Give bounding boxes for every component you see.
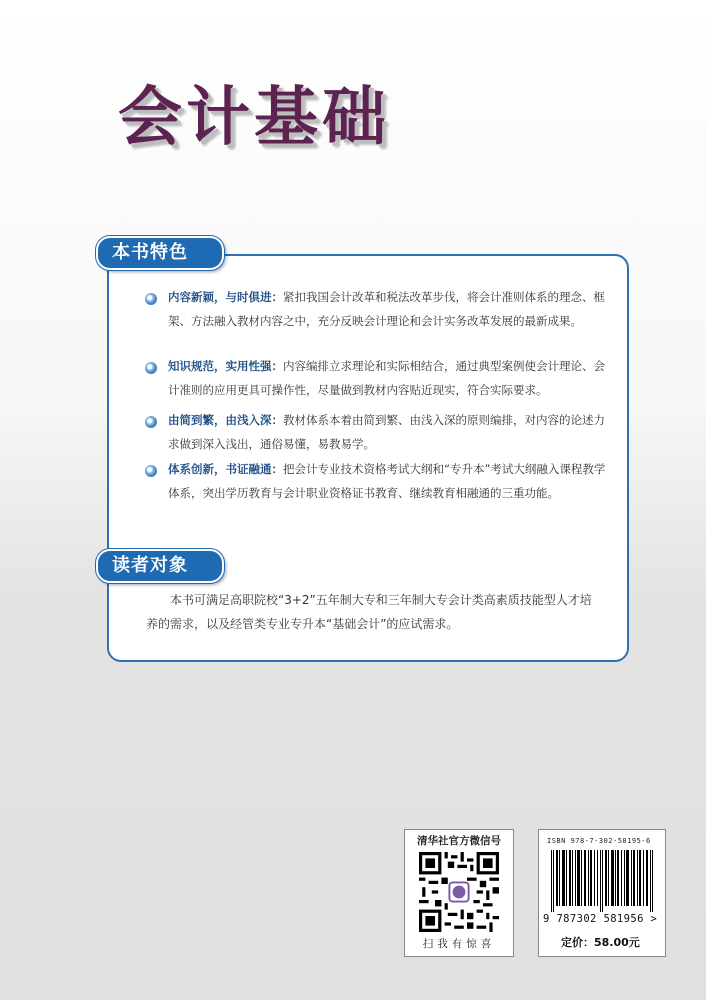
feature-text: 把会计专业技术资格考试大纲和“专升本”考试大纲融入课程教学体系，突出学历教育与会计职业资格证书教育、继续教育相融通的三重功能。 bbox=[168, 462, 606, 500]
book-title: 会计基础 bbox=[118, 81, 390, 155]
readers-text: 本书可满足高职院校“3+2”五年制大专和三年制大专会计类高素质技能型人才培养的需求，以及经管类专业专升本“基础会计”的应试需求。 bbox=[146, 593, 592, 631]
feature-item bbox=[168, 285, 608, 333]
feature-text: 教材体系本着由简到繁、由浅入深的原则编排，对内容的论述力求做到深入浅出，通俗易懂，易教易学。 bbox=[168, 413, 605, 451]
qr-label: 清华社官方微信号 bbox=[417, 835, 501, 847]
feature-item bbox=[168, 408, 608, 456]
bullet-icon bbox=[145, 416, 157, 428]
bullet-icon bbox=[145, 293, 157, 305]
feature-item bbox=[168, 354, 608, 402]
feature-text: 紧扣我国会计改革和税法改革步伐，将会计准则体系的理念、框架、方法融入教材内容之中，充分反映会计理论和会计实务改革发展的最新成果。 bbox=[168, 290, 605, 328]
feature-title: 体系创新，书证融通： bbox=[168, 462, 283, 476]
readers-heading: 读者对象 bbox=[96, 549, 224, 583]
bullet-icon bbox=[145, 465, 157, 477]
qr-caption: 扫我有惊喜 bbox=[422, 938, 496, 950]
isbn-box bbox=[538, 829, 666, 957]
feature-title: 由简到繁，由浅入深： bbox=[168, 413, 283, 427]
bullet-icon bbox=[145, 362, 157, 374]
isbn-text: ISBN 978-7-302-58195-6 bbox=[547, 837, 651, 845]
price: 定价：58.00元 bbox=[561, 936, 640, 949]
feature-text: 内容编排立求理论和实际相结合，通过典型案例使会计理论、会计准则的应用更具可操作性，尽量做到教材内容贴近现实，符合实际要求。 bbox=[168, 359, 605, 397]
feature-title: 内容新颖，与时俱进： bbox=[168, 290, 283, 304]
qr-code-icon bbox=[419, 852, 499, 932]
feature-title: 知识规范，实用性强： bbox=[168, 359, 283, 373]
feature-item bbox=[168, 457, 608, 505]
barcode-icon bbox=[549, 850, 655, 912]
qr-code-box bbox=[404, 829, 514, 957]
features-heading: 本书特色 bbox=[96, 236, 224, 270]
barcode-number: 9 787302 581956 > bbox=[543, 913, 658, 925]
